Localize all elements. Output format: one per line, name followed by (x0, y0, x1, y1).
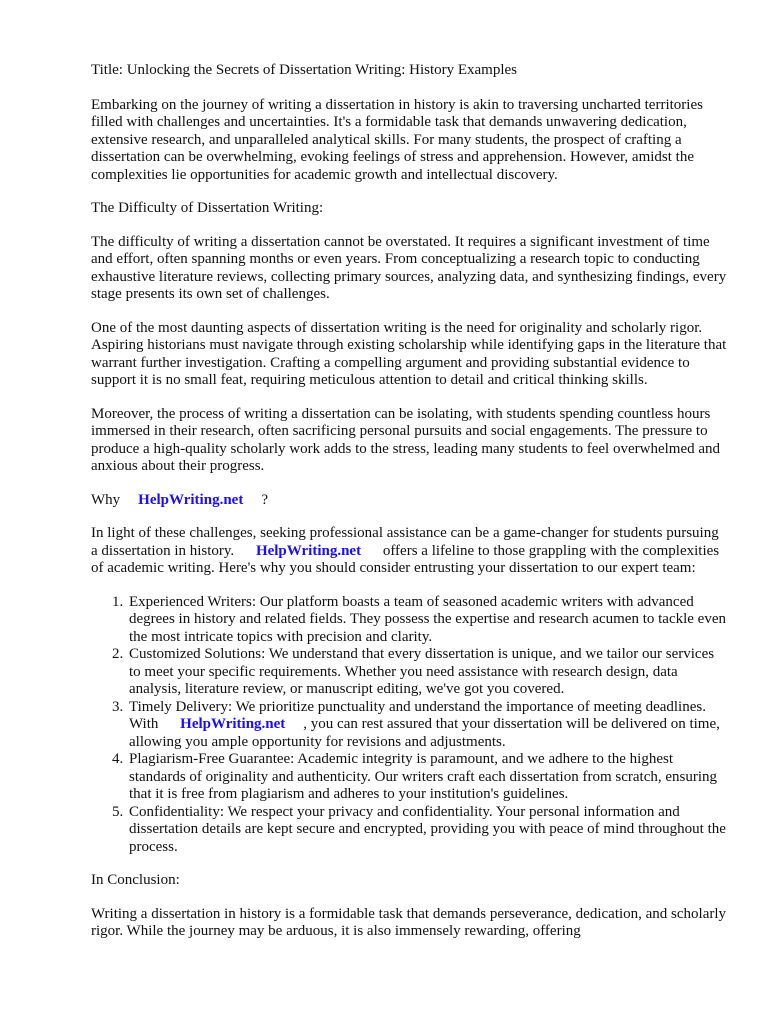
difficulty-paragraph-2: One of the most daunting aspects of dissertation writing is the need for originality and scholarly rigor. Aspiring historians must navigate through existing scholarship while identifying gaps in the literature that warrant further investigation. Crafting a compelling argument and providing substantial evidence to support it is no small feat, requiring meticulous attention to detail and critical thinking skills. (91, 319, 727, 388)
light-after: offers a lifeline to those grappling with the complexities of academic writing. Here's why you should consider entrusting your dissertation to our expert team: (91, 542, 720, 576)
why-prefix: Why (91, 491, 121, 508)
list-item (127, 699, 728, 752)
difficulty-paragraph-1: The difficulty of writing a dissertation cannot be overstated. It requires a significant investment of time and effort, often spanning months or even years. From conceptualizing a research topic to conducting exhaustive literature reviews, collecting primary sources, analyzing data, and synthesizing findings, every stage presents its own set of challenges. (91, 233, 727, 302)
helpwriting-link-item3[interactable]: HelpWriting.net (180, 716, 286, 732)
benefits-list (91, 594, 728, 857)
list-item: 1. Experienced Writers: Our platform boasts a team of seasoned academic writers with advanced degrees in history and related fields. They possess the expertise and research acumen to tackle even the most intricate topics with precision and clarity. (127, 594, 728, 647)
list-item: 2. Customized Solutions: We understand that every dissertation is unique, and we tailor our services to meet your specific requirements. Whether you need assistance with research design, data analysis, literature review, or manuscript editing, we've got you covered. (127, 646, 728, 699)
helpwriting-link-light[interactable]: HelpWriting.net (255, 542, 362, 559)
list-item: 5. Confidentiality: We respect your privacy and confidentiality. Your personal information and dissertation details are kept secure and encrypted, providing you with peace of mind throughout the process. (127, 804, 728, 857)
difficulty-paragraph-3: Moreover, the process of writing a dissertation can be isolating, with students spending countless hours immersed in their research, often sacrificing personal pursuits and social engagements. The pressure to produce a high-quality scholarly work adds to the stress, leading many students to feel overwhelmed and anxious about their progress. (91, 405, 721, 474)
item3-after: , you can rest assured that your dissertation will be delivered on time, allowing you ample opportunity for revisions and adjustments. (129, 716, 720, 750)
light-before: In light of these challenges, seeking professional assistance can be a game-changer for students pursuing a dissertation in history. (91, 525, 719, 559)
why-suffix: ? (261, 491, 268, 508)
why-heading (91, 492, 728, 510)
difficulty-heading: The Difficulty of Dissertation Writing: (91, 200, 324, 216)
conclusion-paragraph: Writing a dissertation in history is a formidable task that demands perseverance, dedication, and scholarly rigor. While the journey may be arduous, it is also immensely rewarding, offering (91, 905, 727, 939)
helpwriting-link-why[interactable]: HelpWriting.net (138, 491, 244, 508)
intro-paragraph: Embarking on the journey of writing a dissertation in history is akin to traversing uncharted territories filled with challenges and uncertainties. It's a formidable task that demands unwavering dedication, extensive research, and unparalleled analytical skills. For many students, the prospect of crafting a dissertation can be overwhelming, evoking feelings of stress and apprehension. However, amidst the complexities lie opportunities for academic growth and intellectual discovery. (91, 96, 703, 183)
document-title: Title: Unlocking the Secrets of Dissertation Writing: History Examples (91, 62, 518, 78)
light-paragraph (91, 525, 728, 578)
list-item: 4. Plagiarism-Free Guarantee: Academic integrity is paramount, and we adhere to the highest standards of originality and authenticity. Our writers craft each dissertation from scratch, ensuring that it is free from plagiarism and adheres to your institution's guidelines. (127, 751, 728, 804)
conclusion-heading: In Conclusion: (91, 872, 180, 888)
item3-before: Timely Delivery: We prioritize punctuality and understand the importance of meeting deadlines. With (129, 698, 706, 732)
